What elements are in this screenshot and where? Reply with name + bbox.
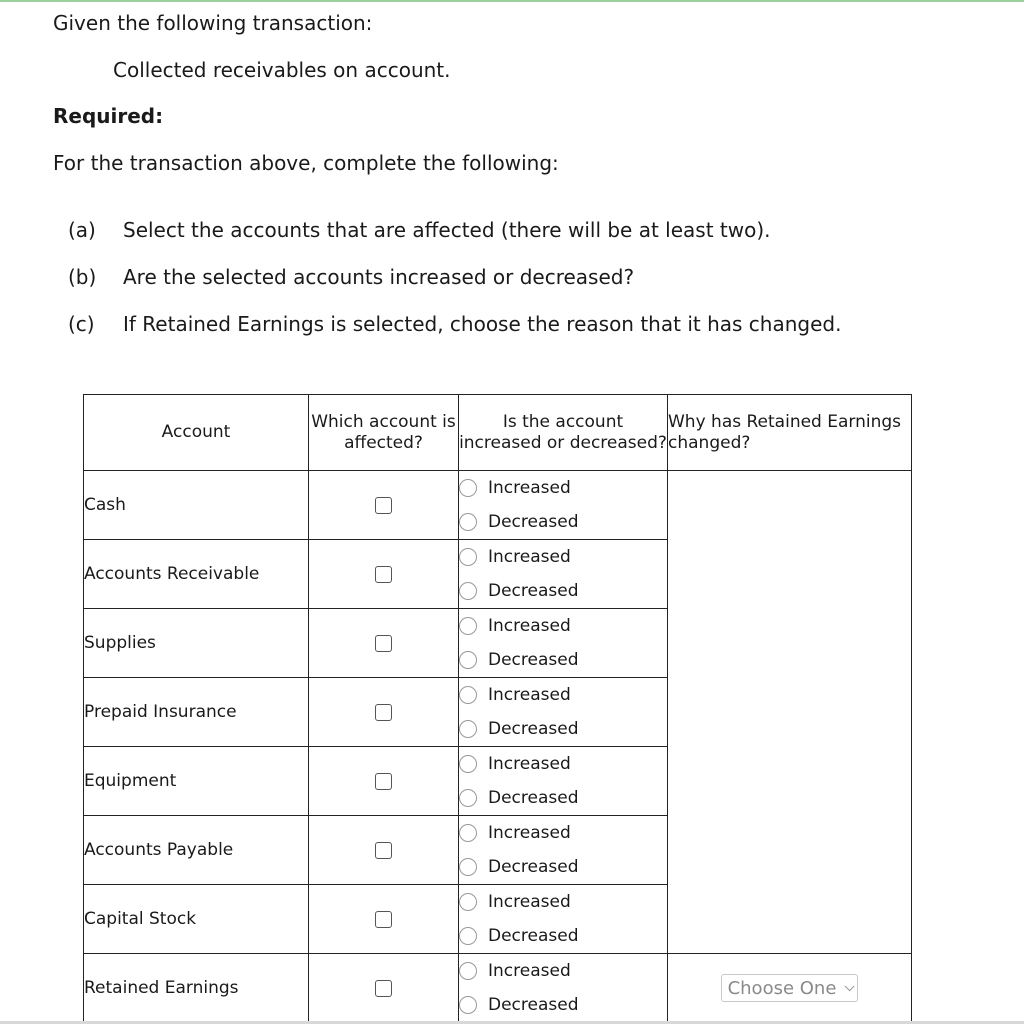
- radio-option-decreased[interactable]: [459, 988, 667, 1022]
- why-empty-cell: [668, 747, 912, 816]
- transaction-text: Collected receivables on account.: [113, 58, 451, 82]
- affected-cell: [309, 954, 459, 1023]
- radio-option-increased[interactable]: [459, 540, 667, 574]
- radio-option-increased[interactable]: [459, 954, 667, 988]
- decreased-radio-capital-stock[interactable]: [459, 927, 477, 945]
- increased-radio-cash[interactable]: [459, 479, 477, 497]
- radio-label: Increased: [488, 547, 571, 567]
- table-row-capital-stock: [84, 885, 912, 954]
- accounts-table: [83, 394, 912, 1023]
- affected-checkbox-cash[interactable]: [375, 497, 392, 514]
- decreased-radio-accounts-receivable[interactable]: [459, 582, 477, 600]
- why-empty-cell: [668, 885, 912, 954]
- affected-cell: [309, 540, 459, 609]
- decreased-radio-supplies[interactable]: [459, 651, 477, 669]
- radio-label: Decreased: [488, 512, 579, 532]
- chevron-down-icon: [845, 981, 855, 991]
- increase-decrease-cell: [459, 954, 668, 1023]
- radio-option-increased[interactable]: [459, 471, 667, 505]
- increase-decrease-cell: [459, 471, 668, 540]
- increase-decrease-cell: [459, 540, 668, 609]
- step-b-text: Are the selected accounts increased or decreased?: [123, 265, 635, 289]
- step-c-text: If Retained Earnings is selected, choose the reason that it has changed.: [123, 312, 842, 336]
- increased-radio-accounts-payable[interactable]: [459, 824, 477, 842]
- affected-checkbox-equipment[interactable]: [375, 773, 392, 790]
- top-divider: [0, 0, 1024, 2]
- increased-radio-retained-earnings[interactable]: [459, 962, 477, 980]
- radio-label: Increased: [488, 616, 571, 636]
- header-which-account: Which account is affected?: [309, 395, 459, 471]
- affected-checkbox-accounts-receivable[interactable]: [375, 566, 392, 583]
- why-empty-cell: [668, 816, 912, 885]
- radio-label: Increased: [488, 754, 571, 774]
- increased-radio-capital-stock[interactable]: [459, 893, 477, 911]
- affected-checkbox-capital-stock[interactable]: [375, 911, 392, 928]
- radio-label: Decreased: [488, 650, 579, 670]
- radio-option-increased[interactable]: [459, 816, 667, 850]
- radio-label: Decreased: [488, 719, 579, 739]
- table-row-accounts-payable: [84, 816, 912, 885]
- intro-text: Given the following transaction:: [53, 11, 373, 35]
- radio-label: Decreased: [488, 581, 579, 601]
- radio-label: Increased: [488, 961, 571, 981]
- required-heading: Required:: [53, 104, 164, 128]
- radio-label: Decreased: [488, 788, 579, 808]
- radio-option-decreased[interactable]: [459, 574, 667, 608]
- radio-option-decreased[interactable]: [459, 850, 667, 884]
- affected-cell: [309, 609, 459, 678]
- why-empty-cell: [668, 540, 912, 609]
- increased-radio-supplies[interactable]: [459, 617, 477, 635]
- decreased-radio-retained-earnings[interactable]: [459, 996, 477, 1014]
- step-c-letter: (c): [68, 312, 95, 336]
- decreased-radio-prepaid-insurance[interactable]: [459, 720, 477, 738]
- affected-checkbox-accounts-payable[interactable]: [375, 842, 392, 859]
- radio-label: Decreased: [488, 857, 579, 877]
- affected-cell: [309, 747, 459, 816]
- header-why-retained-earnings: Why has Retained Earnings changed?: [668, 395, 912, 471]
- increased-radio-accounts-receivable[interactable]: [459, 548, 477, 566]
- select-value: Choose One: [727, 977, 837, 999]
- affected-checkbox-retained-earnings[interactable]: [375, 980, 392, 997]
- radio-option-decreased[interactable]: [459, 781, 667, 815]
- table-row-accounts-receivable: [84, 540, 912, 609]
- radio-label: Increased: [488, 823, 571, 843]
- step-a-text: Select the accounts that are affected (there will be at least two).: [123, 218, 771, 242]
- radio-label: Decreased: [488, 926, 579, 946]
- table-header-row: [84, 395, 912, 471]
- account-name: Equipment: [84, 747, 309, 816]
- table-row-equipment: [84, 747, 912, 816]
- step-b-letter: (b): [68, 265, 97, 289]
- account-name: Supplies: [84, 609, 309, 678]
- header-increased-decreased: Is the account increased or decreased?: [459, 395, 668, 471]
- radio-option-increased[interactable]: [459, 609, 667, 643]
- radio-option-increased[interactable]: [459, 747, 667, 781]
- why-empty-cell: [668, 471, 912, 540]
- increase-decrease-cell: [459, 747, 668, 816]
- decreased-radio-cash[interactable]: [459, 513, 477, 531]
- increase-decrease-cell: [459, 609, 668, 678]
- increase-decrease-cell: [459, 678, 668, 747]
- account-name: Retained Earnings: [84, 954, 309, 1023]
- increased-radio-equipment[interactable]: [459, 755, 477, 773]
- radio-label: Increased: [488, 478, 571, 498]
- table-row-prepaid-insurance: [84, 678, 912, 747]
- account-name: Cash: [84, 471, 309, 540]
- table-row-supplies: [84, 609, 912, 678]
- account-name: Accounts Payable: [84, 816, 309, 885]
- radio-option-decreased[interactable]: [459, 919, 667, 953]
- radio-option-increased[interactable]: [459, 885, 667, 919]
- account-name: Accounts Receivable: [84, 540, 309, 609]
- affected-cell: [309, 816, 459, 885]
- radio-option-increased[interactable]: [459, 678, 667, 712]
- header-account: Account: [84, 395, 309, 471]
- step-a-letter: (a): [68, 218, 96, 242]
- radio-option-decreased[interactable]: [459, 643, 667, 677]
- increased-radio-prepaid-insurance[interactable]: [459, 686, 477, 704]
- affected-cell: [309, 678, 459, 747]
- affected-checkbox-supplies[interactable]: [375, 635, 392, 652]
- affected-checkbox-prepaid-insurance[interactable]: [375, 704, 392, 721]
- affected-cell: [309, 471, 459, 540]
- decreased-radio-equipment[interactable]: [459, 789, 477, 807]
- account-name: Capital Stock: [84, 885, 309, 954]
- increase-decrease-cell: [459, 885, 668, 954]
- affected-cell: [309, 885, 459, 954]
- table-row-retained-earnings: [84, 954, 912, 1023]
- radio-label: Decreased: [488, 995, 579, 1015]
- instruction-text: For the transaction above, complete the following:: [53, 151, 559, 175]
- why-empty-cell: [668, 678, 912, 747]
- increase-decrease-cell: [459, 816, 668, 885]
- why-retained-earnings-cell: [668, 954, 912, 1023]
- radio-option-decreased[interactable]: [459, 505, 667, 539]
- radio-label: Increased: [488, 892, 571, 912]
- radio-label: Increased: [488, 685, 571, 705]
- why-empty-cell: [668, 609, 912, 678]
- account-name: Prepaid Insurance: [84, 678, 309, 747]
- decreased-radio-accounts-payable[interactable]: [459, 858, 477, 876]
- retained-earnings-reason-select[interactable]: [721, 974, 859, 1002]
- table-row-cash: [84, 471, 912, 540]
- radio-option-decreased[interactable]: [459, 712, 667, 746]
